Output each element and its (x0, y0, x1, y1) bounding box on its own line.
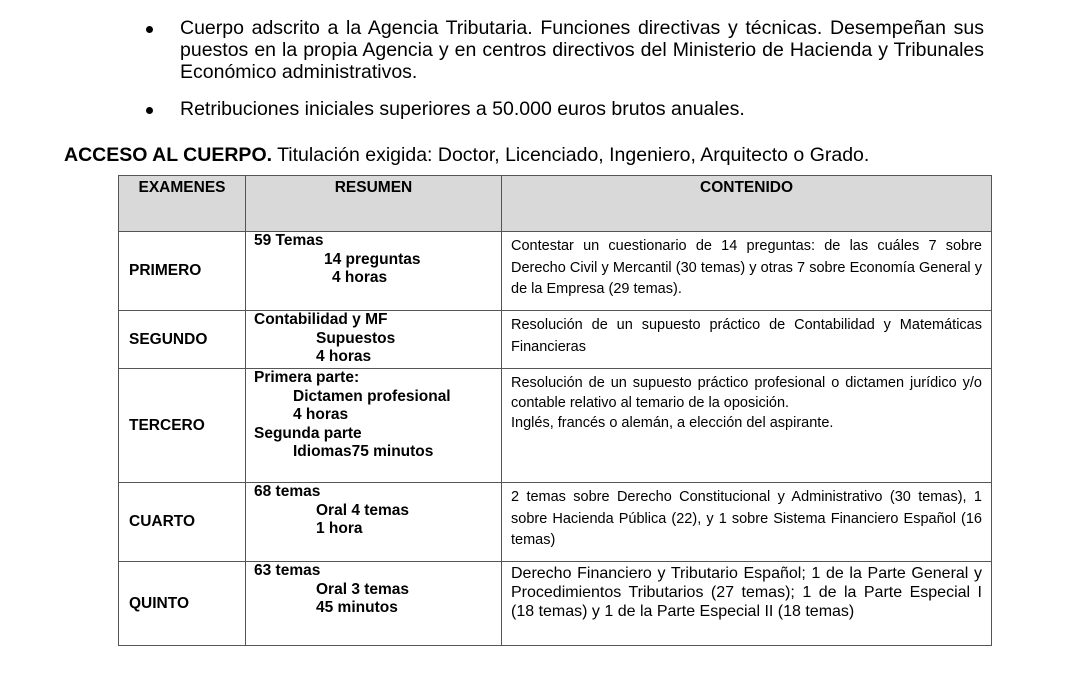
bullet-dot-icon (146, 107, 153, 114)
table-row (119, 562, 992, 646)
resumen-cell (246, 311, 502, 369)
access-paragraph (64, 143, 869, 167)
table-row (119, 483, 992, 562)
exams-table (118, 175, 992, 646)
table-row (119, 369, 992, 483)
resumen-line: Contabilidad y MF (254, 311, 388, 328)
resumen-cell (246, 562, 502, 646)
bullet-list (142, 17, 984, 135)
resumen-line: Supuestos (316, 329, 396, 347)
exam-name: SEGUNDO (119, 311, 246, 369)
contenido-cell: Derecho Financiero y Tributario Español; 1 de la Parte General y Procedimientos Tributarios (27 temas); 1 de la Parte Especial I (18 temas) y 1 de la Parte Especial II (18 temas) (502, 562, 992, 646)
resumen-cell (246, 232, 502, 311)
bullet-text: Retribuciones iniciales superiores a 50.000 euros brutos anuales. (180, 98, 745, 120)
access-label: ACCESO AL CUERPO. (64, 144, 273, 166)
table-header-row (119, 176, 992, 232)
resumen-line: 4 horas (316, 348, 372, 365)
contenido-text: Resolución de un supuesto práctico profesional o dictamen jurídico y/o contable relativo al temario de la oposición. (511, 375, 982, 411)
resumen-line: Oral 3 temas (316, 580, 410, 598)
resumen-cell (246, 369, 502, 483)
exam-name: PRIMERO (119, 232, 246, 311)
resumen-line: 63 temas (254, 562, 321, 579)
resumen-line: Primera parte: (254, 369, 360, 386)
resumen-line: 4 horas (332, 269, 388, 286)
bullet-dot-icon (146, 26, 153, 33)
resumen-line: 45 minutos (316, 599, 398, 616)
contenido-cell: Resolución de un supuesto práctico de Contabilidad y Matemáticas Financieras (502, 311, 992, 369)
contenido-text: Inglés, francés o alemán, a elección del aspirante. (511, 415, 834, 431)
resumen-line: Oral 4 temas (316, 501, 410, 519)
resumen-line: 1 hora (316, 520, 363, 537)
exam-name: TERCERO (119, 369, 246, 483)
contenido-cell: 2 temas sobre Derecho Constitucional y Administrativo (30 temas), 1 sobre Hacienda Pública (22), y 1 sobre Sistema Financiero Español (16 temas) (502, 483, 992, 562)
table-row (119, 311, 992, 369)
resumen-line: Idiomas75 minutos (293, 443, 434, 460)
exam-name: CUARTO (119, 483, 246, 562)
bullet-item (142, 98, 984, 120)
exam-name: QUINTO (119, 562, 246, 646)
resumen-line: Dictamen profesional (293, 387, 451, 405)
header-contenido: CONTENIDO (502, 176, 992, 232)
resumen-line: 59 Temas (254, 232, 324, 249)
resumen-line: Segunda parte (254, 424, 362, 442)
resumen-line: 4 horas (293, 406, 349, 423)
bullet-text: Cuerpo adscrito a la Agencia Tributaria. Funciones directivas y técnicas. Desempeñan sus puestos en la propia Agencia y en centros directivos del Ministerio de Hacienda y Tribunales Económico administrativos. (180, 17, 984, 83)
bullet-item (142, 17, 984, 83)
header-resumen: RESUMEN (246, 176, 502, 232)
table-row (119, 232, 992, 311)
contenido-cell: Contestar un cuestionario de 14 preguntas: de las cuáles 7 sobre Derecho Civil y Mercantil (30 temas) y otras 7 sobre Economía General y de la Empresa (29 temas). (502, 232, 992, 311)
access-text: Titulación exigida: Doctor, Licenciado, Ingeniero, Arquitecto o Grado. (272, 144, 870, 166)
resumen-cell (246, 483, 502, 562)
resumen-line: 68 temas (254, 483, 321, 500)
contenido-cell (502, 369, 992, 483)
header-examenes: EXAMENES (119, 176, 246, 232)
resumen-line: 14 preguntas (324, 250, 421, 268)
